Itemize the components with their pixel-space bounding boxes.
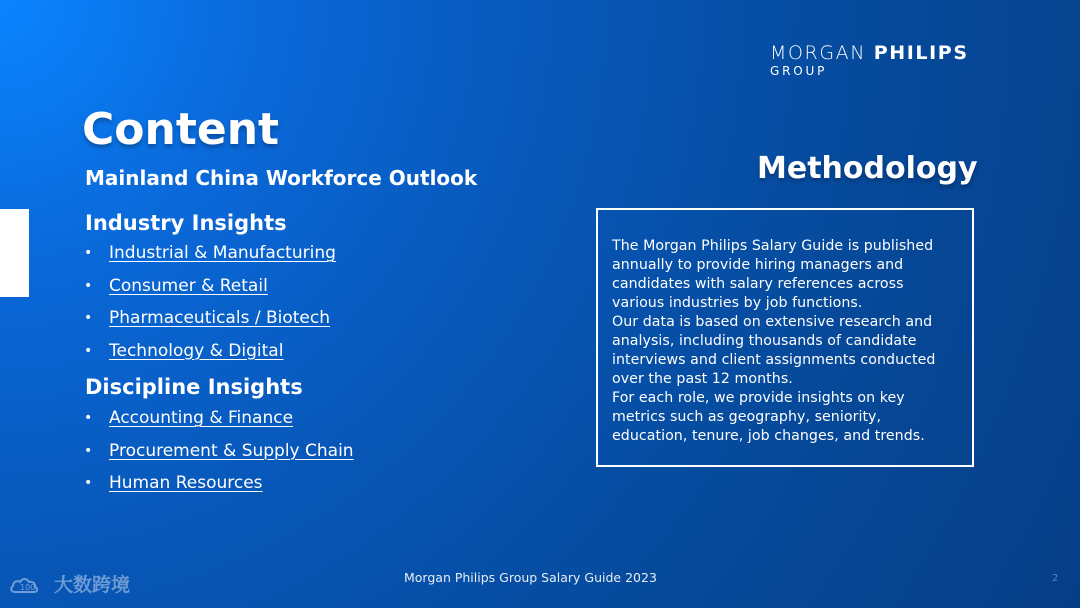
methodology-line: interviews and client assignments conducted [612,352,936,368]
bullet-dot: • [84,245,93,261]
methodology-line: Our data is based on extensive research and [612,314,933,330]
watermark [8,572,142,602]
logo-subtext: GROUP [770,64,828,78]
bullet-dot: • [84,442,93,459]
industry-link-industrial-manufacturing[interactable]: Industrial & Manufacturing [109,243,336,263]
logo-main-text [770,44,969,63]
bullet-dot: • [84,410,93,426]
list-item [84,276,504,309]
methodology-line: analysis, including thousands of candidate [612,333,917,349]
industry-insights-heading: Industry Insights [85,211,287,235]
industry-link-technology-digital[interactable]: Technology & Digital [109,340,284,361]
list-item [84,308,504,341]
methodology-box [596,208,974,467]
discipline-insights-heading: Discipline Insights [85,375,303,399]
discipline-insights-list [84,408,504,506]
left-accent-bar [0,209,29,297]
list-item [84,341,504,374]
methodology-title: Methodology [757,151,978,186]
list-item [84,441,504,474]
discipline-link-procurement-supply-chain[interactable]: Procurement & Supply Chain [109,440,354,461]
industry-insights-list [84,243,504,373]
industry-link-consumer-retail[interactable]: Consumer & Retail [109,275,268,296]
bullet-dot: • [84,342,93,359]
page-subtitle: Mainland China Workforce Outlook [85,166,478,190]
bullet-dot: • [84,310,93,326]
discipline-link-human-resources[interactable]: Human Resources [109,473,263,493]
morgan-philips-logo [770,44,1040,80]
methodology-line: education, tenure, job changes, and trends. [612,428,925,444]
page-title: Content [82,104,280,155]
logo-word-morgan: MORGAN [770,42,867,64]
watermark-text: 大数跨境 [54,574,131,596]
cloud-100-logo-icon [8,572,50,602]
logo-word-philips: PHILIPS [873,42,969,64]
bullet-dot: • [84,277,93,294]
methodology-line: metrics such as geography, seniority, [612,409,882,425]
methodology-line: The Morgan Philips Salary Guide is published [612,238,934,254]
page-number: 2 [1052,573,1059,584]
list-item [84,408,504,441]
industry-link-pharmaceuticals-biotech[interactable]: Pharmaceuticals / Biotech [109,308,330,328]
discipline-link-accounting-finance[interactable]: Accounting & Finance [109,408,294,428]
list-item [84,473,504,506]
bullet-dot: • [84,475,93,491]
methodology-line: over the past 12 months. [612,371,793,387]
methodology-line: annually to provide hiring managers and [612,257,904,273]
methodology-line: candidates with salary references across [612,276,904,292]
svg-text:100: 100 [20,583,36,592]
methodology-line: various industries by job functions. [612,295,863,311]
methodology-line: For each role, we provide insights on key [612,390,905,406]
list-item [84,243,504,276]
footer-text: Morgan Philips Group Salary Guide 2023 [404,570,657,585]
methodology-text [612,237,977,446]
